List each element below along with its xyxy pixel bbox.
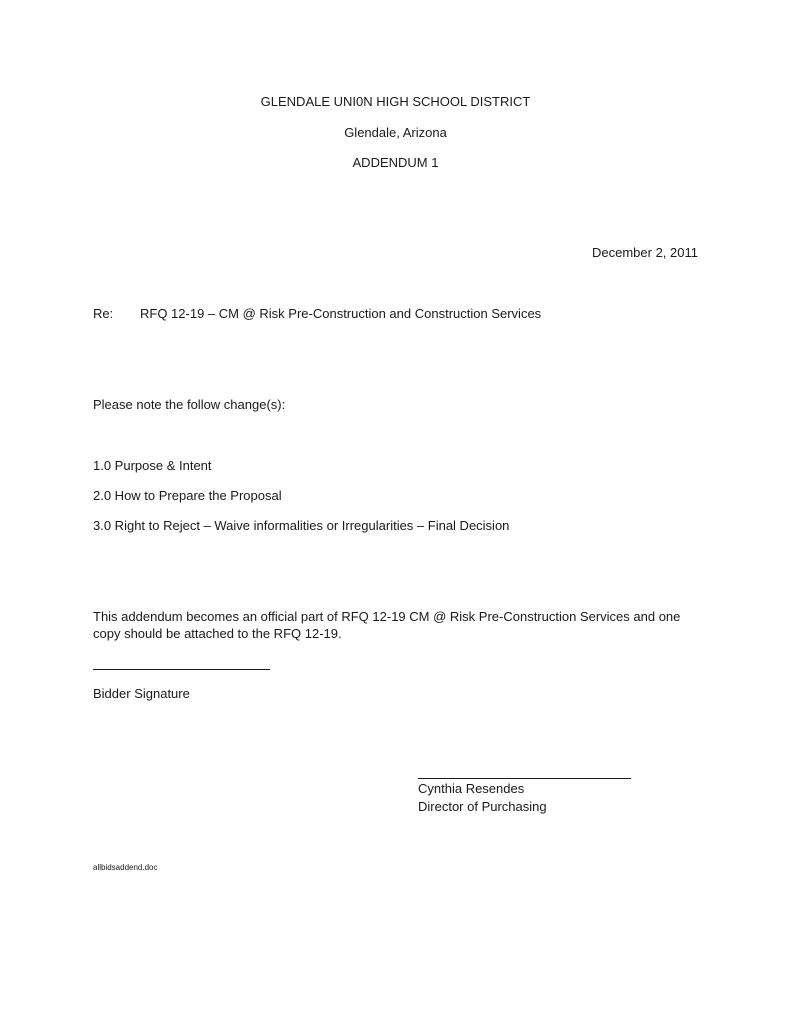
change-item: 2.0 How to Prepare the Proposal <box>93 488 282 503</box>
bidder-signature-label: Bidder Signature <box>93 686 190 701</box>
district-location: Glendale, Arizona <box>344 125 447 140</box>
bidder-signature-line <box>93 669 270 670</box>
change-item: 1.0 Purpose & Intent <box>93 458 212 473</box>
district-name: GLENDALE UNI0N HIGH SCHOOL DISTRICT <box>260 94 531 109</box>
addendum-title: ADDENDUM 1 <box>352 155 439 170</box>
intro-text: Please note the follow change(s): <box>93 397 286 412</box>
closing-paragraph: This addendum becomes an official part of RFQ 12-19 CM @ Risk Pre-Construction Services and one copy should be attached to the RFQ 12-19. <box>93 609 681 641</box>
footer-filename: allbidsaddend.doc <box>93 863 158 872</box>
change-item: 3.0 Right to Reject – Waive informalities or Irregularities – Final Decision <box>93 518 510 533</box>
signatory-name: Cynthia Resendes <box>418 781 525 796</box>
re-label: Re: <box>93 306 114 321</box>
signatory-title: Director of Purchasing <box>418 799 547 814</box>
re-subject: RFQ 12-19 – CM @ Risk Pre-Construction and Construction Services <box>140 306 542 321</box>
document-date: December 2, 2011 <box>592 245 698 260</box>
director-signature-line <box>418 778 631 779</box>
